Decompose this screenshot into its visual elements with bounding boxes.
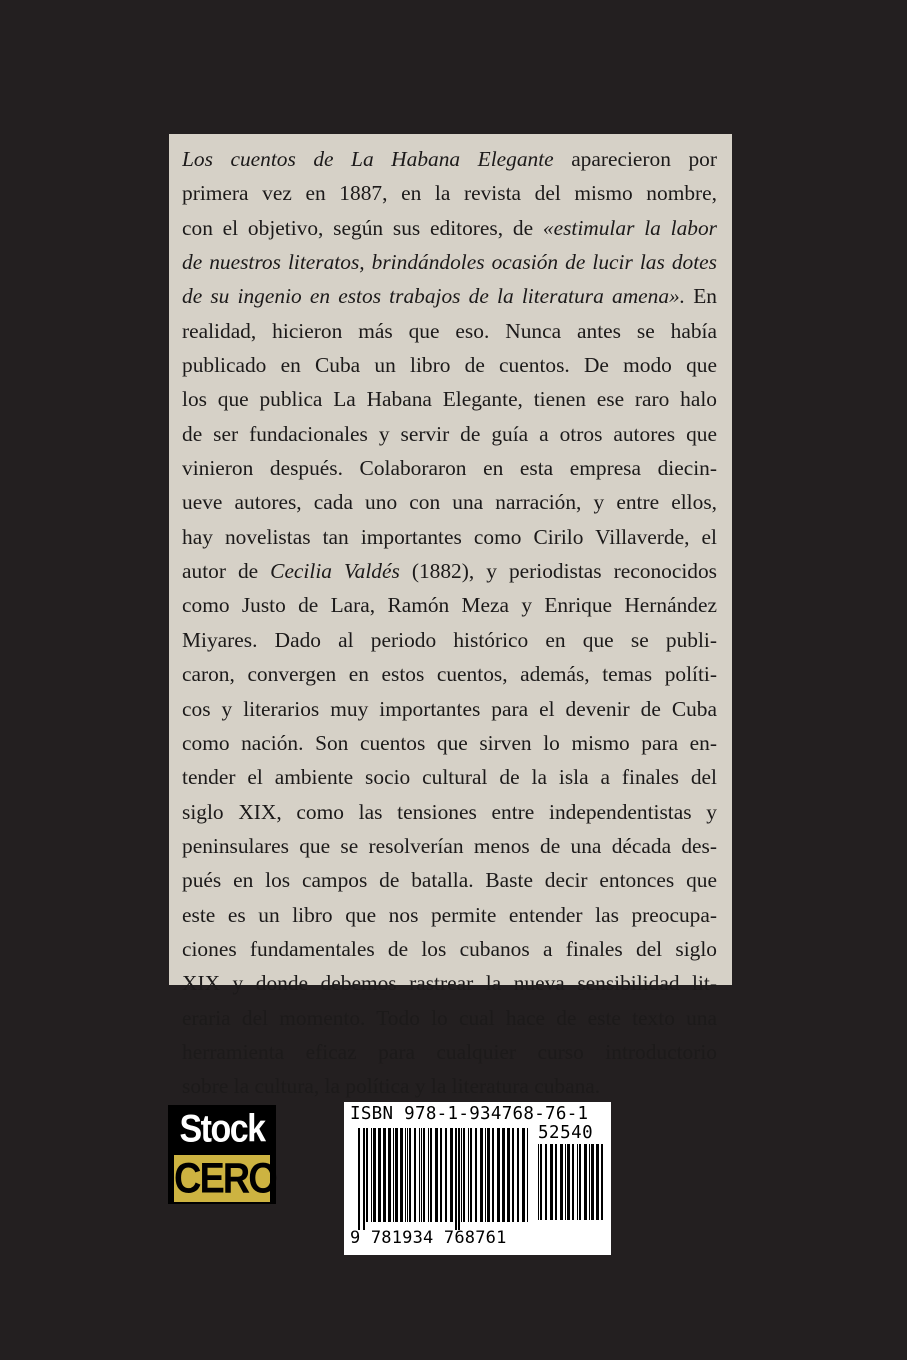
text-run: vinieron después. Colaboraron en esta empresa diecin-	[182, 456, 717, 481]
blurb-line	[182, 211, 717, 245]
text-run: los que publica La Habana Elegante, tienen ese raro halo	[182, 387, 717, 412]
text-run: autor de	[182, 559, 271, 584]
text-run: hay novelistas tan importantes como Cirilo Villaverde, el	[182, 524, 717, 549]
blurb-line	[182, 966, 717, 1000]
logo-word-stock: Stock	[179, 1107, 265, 1151]
blurb-line	[182, 692, 717, 726]
text-run: pués en los campos de batalla. Baste decir entonces que	[182, 868, 717, 893]
blurb-line	[182, 279, 717, 313]
blurb-line	[182, 588, 717, 622]
text-run: peninsulares que se resolverían menos de una década des-	[182, 833, 717, 858]
blurb-line	[182, 1069, 717, 1103]
blurb-line	[182, 142, 717, 176]
text-run: aparecieron por	[553, 147, 717, 171]
italic-text: de su ingenio en estos trabajos de la literatura amena».	[182, 284, 686, 309]
isbn-barcode	[344, 1102, 611, 1255]
blurb-line	[182, 657, 717, 691]
text-run: realidad, hicieron más que eso. Nunca antes se había	[182, 318, 717, 343]
text-run: (1882), y periodistas reconocidos	[399, 559, 717, 584]
blurb-line	[182, 314, 717, 348]
blurb-line	[182, 554, 717, 588]
blurb-line	[182, 176, 717, 210]
blurb-line	[182, 795, 717, 829]
blurb-line	[182, 829, 717, 863]
ean-barcode-bars	[358, 1128, 530, 1230]
isbn-label: ISBN 978-1-934768-76-1	[350, 1104, 589, 1124]
blurb-line	[182, 451, 717, 485]
blurb-line	[182, 520, 717, 554]
text-run: cos y literarios muy importantes para el devenir de Cuba	[182, 696, 717, 721]
text-run: como Justo de Lara, Ramón Meza y Enrique Hernández	[182, 593, 717, 618]
italic-text: «estimular la labor	[542, 215, 717, 240]
text-run: de ser fundacionales y servir de guía a otros autores que	[182, 421, 717, 446]
text-run: ueve autores, cada uno con una narración, y entre ellos,	[182, 490, 717, 515]
text-run: publicado en Cuba un libro de cuentos. De modo que	[182, 353, 717, 378]
ean-digits: 9 781934 768761	[350, 1228, 507, 1248]
text-run: XIX y donde debemos rastrear la nueva sensibilidad lit-	[182, 971, 717, 996]
text-run: con el objetivo, según sus editores, de	[182, 215, 543, 240]
blurb-line	[182, 726, 717, 760]
text-run: este es un libro que nos permite entender las preocupa-	[182, 902, 717, 927]
publisher-logo	[168, 1105, 276, 1204]
back-cover-blurb	[169, 134, 732, 1099]
blurb-line	[182, 760, 717, 794]
text-run: En	[685, 284, 717, 309]
blurb-line	[182, 863, 717, 897]
blurb-line	[182, 348, 717, 382]
blurb-line	[182, 485, 717, 519]
text-run: primera vez en 1887, en la revista del mismo nombre,	[182, 181, 717, 206]
price-code: 52540	[538, 1123, 594, 1143]
text-run: como nación. Son cuentos que sirven lo mismo para en-	[182, 730, 717, 755]
blurb-line	[182, 932, 717, 966]
text-run: tender el ambiente socio cultural de la isla a finales del	[182, 765, 717, 790]
text-run: ciones fundamentales de los cubanos a finales del siglo	[182, 936, 717, 961]
blurb-line	[182, 382, 717, 416]
blurb-line	[182, 623, 717, 657]
text-run: caron, convergen en estos cuentos, además, temas políti-	[182, 662, 717, 687]
text-run: sobre la cultura, la política y la literatura cubana.	[182, 1074, 601, 1099]
blurb-line	[182, 898, 717, 932]
text-run: eraria del momento. Todo lo cual hace de este texto una	[182, 1005, 717, 1030]
blurb-line	[182, 1001, 717, 1035]
logo-gold-band	[174, 1155, 276, 1203]
blurb-line	[182, 417, 717, 451]
addon-barcode-bars	[538, 1144, 604, 1220]
blurb-line	[182, 245, 717, 279]
blurb-line	[182, 1035, 717, 1069]
text-run: Miyares. Dado al periodo histórico en que se publi-	[182, 627, 717, 652]
italic-text: Los cuentos de La Habana Elegante	[182, 147, 554, 171]
logo-word-cero: CERO	[174, 1155, 276, 1203]
text-run: herramienta eficaz para cualquier curso introductorio	[182, 1039, 717, 1064]
italic-text: de nuestros literatos, brindándoles ocasión de lucir las dotes	[182, 250, 717, 275]
text-run: siglo XIX, como las tensiones entre independentistas y	[182, 799, 717, 824]
italic-text: Cecilia Valdés	[270, 559, 400, 584]
